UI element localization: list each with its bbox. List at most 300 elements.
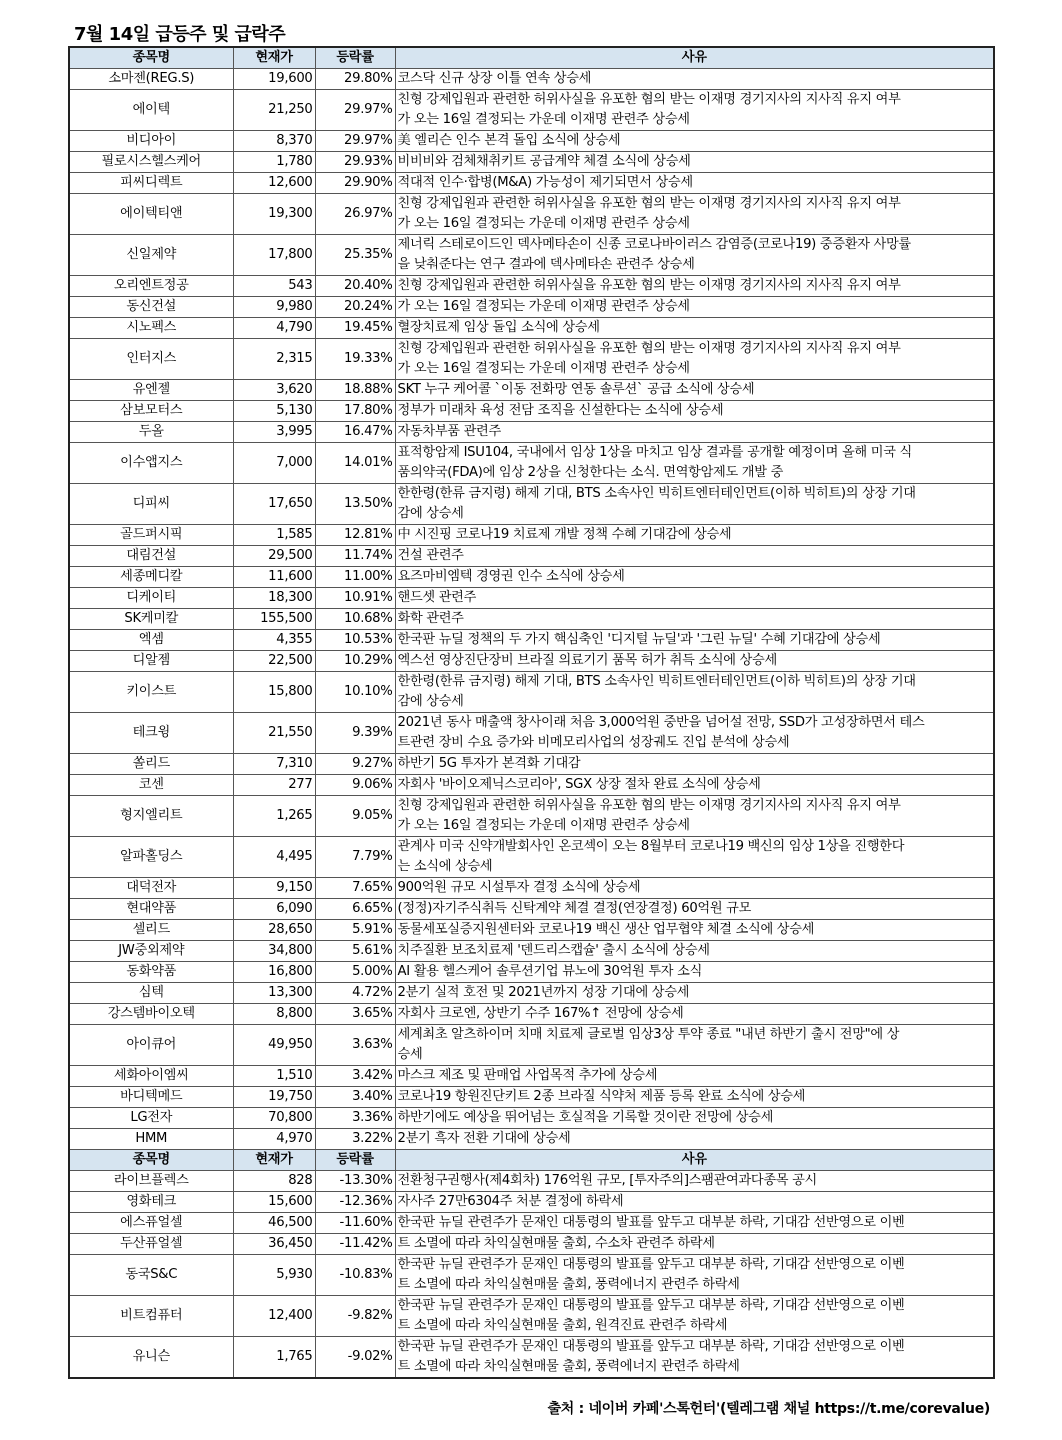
table-row xyxy=(69,194,994,235)
stock-reason xyxy=(395,1004,994,1025)
stock-name: 유니슨 xyxy=(69,1337,233,1379)
stock-change: 20.24% xyxy=(315,297,395,318)
reason-line: 친형 강제입원과 관련한 허위사실을 유포한 혐의 받는 이재명 경기지사의 지사직 유지 여부 xyxy=(397,341,901,356)
table-row xyxy=(69,1171,994,1192)
reason-line: 는 소식에 상승세 xyxy=(397,859,493,874)
stock-price: 1,585 xyxy=(233,525,315,546)
stock-price: 8,370 xyxy=(233,131,315,152)
reason-line: 가 오는 16일 결정되는 가운데 이재명 관련주 상승세 xyxy=(397,361,690,376)
reason-line: 한국판 뉴딜 관련주가 문재인 대통령의 발표를 앞두고 대부분 하락, 기대감 선반영으로 이벤 xyxy=(397,1257,905,1272)
stock-name: 아이큐어 xyxy=(69,1025,233,1066)
table-row xyxy=(69,962,994,983)
table-row xyxy=(69,484,994,525)
stock-price: 6,090 xyxy=(233,899,315,920)
stock-price: 8,800 xyxy=(233,1004,315,1025)
table-row xyxy=(69,131,994,152)
table-row xyxy=(69,567,994,588)
reason-line: 화학 관련주 xyxy=(397,611,464,626)
table-row xyxy=(69,276,994,297)
stock-price: 7,310 xyxy=(233,754,315,775)
stock-price: 36,450 xyxy=(233,1234,315,1255)
stock-name: 디알젬 xyxy=(69,651,233,672)
stock-name: 두올 xyxy=(69,422,233,443)
stock-name: 필로시스헬스케어 xyxy=(69,152,233,173)
stock-name: 세종메디칼 xyxy=(69,567,233,588)
stock-reason xyxy=(395,173,994,194)
header-change: 등락률 xyxy=(315,47,395,69)
page-title: 7월 14일 급등주 및 급락주 xyxy=(74,24,286,45)
stock-change: 19.45% xyxy=(315,318,395,339)
stock-reason xyxy=(395,194,994,235)
reason-line: 트 소멸에 따라 차익실현매물 출회, 풍력에너지 관련주 하락세 xyxy=(397,1359,740,1374)
stock-price: 4,790 xyxy=(233,318,315,339)
table-row xyxy=(69,754,994,775)
stock-change: 3.40% xyxy=(315,1087,395,1108)
stock-change: 10.91% xyxy=(315,588,395,609)
stock-price: 4,355 xyxy=(233,630,315,651)
stock-price: 543 xyxy=(233,276,315,297)
reason-line: 관계사 미국 신약개발회사인 온코섹이 오는 8월부터 코로나19 백신의 임상 1상을 진행한다 xyxy=(397,839,905,854)
reason-line: 2021년 동사 매출액 창사이래 처음 3,000억원 중반을 넘어설 전망, SSD가 고성장하면서 테스 xyxy=(397,715,925,730)
stock-reason xyxy=(395,1129,994,1150)
reason-line: 친형 강제입원과 관련한 허위사실을 유포한 혐의 받는 이재명 경기지사의 지사직 유지 여부 xyxy=(397,92,901,107)
stock-change: 7.65% xyxy=(315,878,395,899)
stock-name: 동화약품 xyxy=(69,962,233,983)
reason-line: 트 소멸에 따라 차익실현매물 출회, 원격진료 관련주 하락세 xyxy=(397,1318,728,1333)
table-row xyxy=(69,1066,994,1087)
stock-reason xyxy=(395,235,994,276)
reason-line: SKT 누구 케어콜 `이동 전화망 연동 솔루션` 공급 소식에 상승세 xyxy=(397,382,755,397)
stock-name: 삼보모터스 xyxy=(69,401,233,422)
stock-name: 소마젠(REG.S) xyxy=(69,69,233,90)
stock-reason xyxy=(395,941,994,962)
table-row xyxy=(69,546,994,567)
table-row xyxy=(69,339,994,380)
gainers-header-row xyxy=(69,47,994,69)
stock-reason xyxy=(395,1192,994,1213)
stock-name: 비디아이 xyxy=(69,131,233,152)
stock-change: 10.29% xyxy=(315,651,395,672)
stock-reason xyxy=(395,1025,994,1066)
stock-change: -10.83% xyxy=(315,1255,395,1296)
reason-line: 승세 xyxy=(397,1047,423,1062)
stock-change: 9.39% xyxy=(315,713,395,754)
stock-reason xyxy=(395,837,994,878)
stock-reason xyxy=(395,651,994,672)
stock-change: -9.82% xyxy=(315,1296,395,1337)
reason-line: 가 오는 16일 결정되는 가운데 이재명 관련주 상승세 xyxy=(397,299,690,314)
reason-line: 자회사 '바이오제닉스코리아', SGX 상장 절차 완료 소식에 상승세 xyxy=(397,777,761,792)
stock-name: 시노펙스 xyxy=(69,318,233,339)
table-row xyxy=(69,713,994,754)
stock-name: 동국S&C xyxy=(69,1255,233,1296)
stock-price: 13,300 xyxy=(233,983,315,1004)
stock-price: 5,930 xyxy=(233,1255,315,1296)
stock-price: 4,495 xyxy=(233,837,315,878)
stock-name: 강스템바이오텍 xyxy=(69,1004,233,1025)
stock-reason xyxy=(395,69,994,90)
reason-line: 트 소멸에 따라 차익실현매물 출회, 수소차 관련주 하락세 xyxy=(397,1236,715,1251)
stock-change: 19.33% xyxy=(315,339,395,380)
losers-header-row xyxy=(69,1150,994,1171)
table-row xyxy=(69,1004,994,1025)
stock-change: 29.80% xyxy=(315,69,395,90)
stock-price: 1,510 xyxy=(233,1066,315,1087)
stock-reason xyxy=(395,630,994,651)
stock-reason xyxy=(395,443,994,484)
stock-name: 영화테크 xyxy=(69,1192,233,1213)
table-row xyxy=(69,899,994,920)
reason-line: 자사주 27만6304주 처분 결정에 하락세 xyxy=(397,1194,624,1209)
table-row xyxy=(69,1213,994,1234)
stock-name: 심텍 xyxy=(69,983,233,1004)
stock-price: 155,500 xyxy=(233,609,315,630)
stock-change: 10.10% xyxy=(315,672,395,713)
stock-price: 12,600 xyxy=(233,173,315,194)
stock-change: -9.02% xyxy=(315,1337,395,1379)
reason-line: 하반기 5G 투자가 본격화 기대감 xyxy=(397,756,581,771)
stock-price: 9,150 xyxy=(233,878,315,899)
header-reason: 사유 xyxy=(395,47,994,69)
stock-price: 17,800 xyxy=(233,235,315,276)
table-row xyxy=(69,651,994,672)
stock-change: 4.72% xyxy=(315,983,395,1004)
stock-reason xyxy=(395,422,994,443)
reason-line: 혈장치료제 임상 돌입 소식에 상승세 xyxy=(397,320,600,335)
stock-reason xyxy=(395,672,994,713)
reason-line: 가 오는 16일 결정되는 가운데 이재명 관련주 상승세 xyxy=(397,818,690,833)
stock-reason xyxy=(395,546,994,567)
stock-reason xyxy=(395,1337,994,1379)
stock-reason xyxy=(395,1213,994,1234)
stock-change: 9.05% xyxy=(315,796,395,837)
stock-name: 에이텍티앤 xyxy=(69,194,233,235)
stock-reason xyxy=(395,962,994,983)
reason-line: 하반기에도 예상을 뛰어넘는 호실적을 기록할 것이란 전망에 상승세 xyxy=(397,1110,774,1125)
table-row xyxy=(69,422,994,443)
header-reason: 사유 xyxy=(395,1150,994,1171)
table-row xyxy=(69,525,994,546)
stock-reason xyxy=(395,775,994,796)
reason-line: 치주질환 보조치료제 '덴드리스캡슐' 출시 소식에 상승세 xyxy=(397,943,710,958)
stock-price: 34,800 xyxy=(233,941,315,962)
reason-line: 한국판 뉴딜 정책의 두 가지 핵심축인 '디지털 뉴딜'과 '그린 뉴딜' 수혜 기대감에 상승세 xyxy=(397,632,881,647)
stock-price: 16,800 xyxy=(233,962,315,983)
stock-reason xyxy=(395,1296,994,1337)
reason-line: 친형 강제입원과 관련한 허위사실을 유포한 혐의 받는 이재명 경기지사의 지사직 유지 여부 xyxy=(397,798,901,813)
table-row xyxy=(69,878,994,899)
stock-reason xyxy=(395,297,994,318)
stock-price: 1,780 xyxy=(233,152,315,173)
stock-change: 7.79% xyxy=(315,837,395,878)
stock-price: 19,750 xyxy=(233,1087,315,1108)
stock-name: 엑셈 xyxy=(69,630,233,651)
table-row xyxy=(69,69,994,90)
stock-change: 3.63% xyxy=(315,1025,395,1066)
stock-reason xyxy=(395,878,994,899)
reason-line: 2분기 실적 호전 및 2021년까지 성장 기대에 상승세 xyxy=(397,985,690,1000)
stock-change: 26.97% xyxy=(315,194,395,235)
stock-name: 유엔젤 xyxy=(69,380,233,401)
reason-line: 표적항암제 ISU104, 국내에서 임상 1상을 마치고 임상 결과를 공개할 예정이며 올해 미국 식 xyxy=(397,445,912,460)
table-row xyxy=(69,672,994,713)
stock-change: -11.60% xyxy=(315,1213,395,1234)
stock-reason xyxy=(395,339,994,380)
stock-change: 20.40% xyxy=(315,276,395,297)
table-row xyxy=(69,1087,994,1108)
stock-name: 라이브플렉스 xyxy=(69,1171,233,1192)
reason-line: 한국판 뉴딜 관련주가 문재인 대통령의 발표를 앞두고 대부분 하락, 기대감 선반영으로 이벤 xyxy=(397,1215,905,1230)
reason-line: 비비비와 검체채취키트 공급계약 체결 소식에 상승세 xyxy=(397,154,691,169)
stock-price: 19,300 xyxy=(233,194,315,235)
stock-name: 대림건설 xyxy=(69,546,233,567)
stock-price: 15,800 xyxy=(233,672,315,713)
stock-price: 3,620 xyxy=(233,380,315,401)
stock-name: 현대약품 xyxy=(69,899,233,920)
reason-line: 한한령(한류 금지령) 해제 기대, BTS 소속사인 빅히트엔터테인먼트(이하 빅히트)의 상장 기대 xyxy=(397,486,916,501)
header-price: 현재가 xyxy=(233,1150,315,1171)
stock-reason xyxy=(395,1087,994,1108)
stock-price: 4,970 xyxy=(233,1129,315,1150)
stock-price: 5,130 xyxy=(233,401,315,422)
stock-change: 11.00% xyxy=(315,567,395,588)
stock-price: 18,300 xyxy=(233,588,315,609)
stock-price: 828 xyxy=(233,1171,315,1192)
reason-line: 한국판 뉴딜 관련주가 문재인 대통령의 발표를 앞두고 대부분 하락, 기대감 선반영으로 이벤 xyxy=(397,1298,905,1313)
table-row xyxy=(69,173,994,194)
reason-line: 건설 관련주 xyxy=(397,548,464,563)
stock-change: 14.01% xyxy=(315,443,395,484)
stock-price: 12,400 xyxy=(233,1296,315,1337)
reason-line: 900억원 규모 시설투자 결정 소식에 상승세 xyxy=(397,880,641,895)
table-row xyxy=(69,90,994,131)
stock-reason xyxy=(395,920,994,941)
stock-price: 3,995 xyxy=(233,422,315,443)
table-row xyxy=(69,235,994,276)
stock-change: 6.65% xyxy=(315,899,395,920)
stock-reason xyxy=(395,484,994,525)
table-row xyxy=(69,1129,994,1150)
stock-change: 11.74% xyxy=(315,546,395,567)
stock-name: 셀리드 xyxy=(69,920,233,941)
stock-name: 두산퓨얼셀 xyxy=(69,1234,233,1255)
stock-change: 5.91% xyxy=(315,920,395,941)
table-row xyxy=(69,1255,994,1296)
table-row xyxy=(69,983,994,1004)
stock-reason xyxy=(395,1108,994,1129)
table-row xyxy=(69,1192,994,1213)
stock-name: 키이스트 xyxy=(69,672,233,713)
table-row xyxy=(69,609,994,630)
reason-line: 가 오는 16일 결정되는 가운데 이재명 관련주 상승세 xyxy=(397,216,690,231)
reason-line: 세계최초 알츠하이머 치매 치료제 글로벌 임상3상 투약 종료 "내년 하반기 출시 전망"에 상 xyxy=(397,1027,900,1042)
reason-line: 제너릭 스테로이드인 덱사메타손이 신종 코로나바이러스 감염증(코로나19) 중증환자 사망률 xyxy=(397,237,911,252)
stock-reason xyxy=(395,713,994,754)
stock-reason xyxy=(395,796,994,837)
reason-line: 전환청구권행사(제4회차) 176억원 규모, [투자주의]스팸관여과다종목 공시 xyxy=(397,1173,817,1188)
stock-name: 에스퓨얼셀 xyxy=(69,1213,233,1234)
reason-line: 친형 강제입원과 관련한 허위사실을 유포한 혐의 받는 이재명 경기지사의 지사직 유지 여부 xyxy=(397,278,901,293)
stock-change: 17.80% xyxy=(315,401,395,422)
table-row xyxy=(69,920,994,941)
stock-reason xyxy=(395,1255,994,1296)
stock-change: 12.81% xyxy=(315,525,395,546)
reason-line: AI 활용 헬스케어 솔루션기업 뷰노에 30억원 투자 소식 xyxy=(397,964,703,979)
stock-change: 3.36% xyxy=(315,1108,395,1129)
stock-price: 1,765 xyxy=(233,1337,315,1379)
stock-change: 13.50% xyxy=(315,484,395,525)
table-row xyxy=(69,1234,994,1255)
stock-price: 19,600 xyxy=(233,69,315,90)
stock-name: 쏠리드 xyxy=(69,754,233,775)
stock-reason xyxy=(395,90,994,131)
stock-change: 3.22% xyxy=(315,1129,395,1150)
stock-table xyxy=(68,46,995,1379)
stock-price: 277 xyxy=(233,775,315,796)
stock-name: 에이텍 xyxy=(69,90,233,131)
reason-line: 2분기 흑자 전환 기대에 상승세 xyxy=(397,1131,571,1146)
table-row xyxy=(69,1337,994,1379)
stock-price: 9,980 xyxy=(233,297,315,318)
stock-price: 1,265 xyxy=(233,796,315,837)
table-row xyxy=(69,1108,994,1129)
table-row xyxy=(69,401,994,422)
stock-change: 10.53% xyxy=(315,630,395,651)
reason-line: 감에 상승세 xyxy=(397,506,464,521)
stock-price: 15,600 xyxy=(233,1192,315,1213)
table-row xyxy=(69,318,994,339)
table-row xyxy=(69,297,994,318)
header-change: 등락률 xyxy=(315,1150,395,1171)
stock-reason xyxy=(395,1171,994,1192)
stock-table-body xyxy=(69,47,994,1378)
stock-change: 25.35% xyxy=(315,235,395,276)
stock-name: 형지엘리트 xyxy=(69,796,233,837)
stock-name: 이수앱지스 xyxy=(69,443,233,484)
stock-reason xyxy=(395,380,994,401)
stock-price: 70,800 xyxy=(233,1108,315,1129)
stock-reason xyxy=(395,588,994,609)
stock-change: 3.65% xyxy=(315,1004,395,1025)
stock-reason xyxy=(395,525,994,546)
stock-price: 11,600 xyxy=(233,567,315,588)
stock-change: 29.97% xyxy=(315,131,395,152)
stock-name: 디케이티 xyxy=(69,588,233,609)
table-row xyxy=(69,152,994,173)
stock-change: 10.68% xyxy=(315,609,395,630)
table-row xyxy=(69,1296,994,1337)
reason-line: 정부가 미래차 육성 전담 조직을 신설한다는 소식에 상승세 xyxy=(397,403,724,418)
reason-line: 감에 상승세 xyxy=(397,694,464,709)
stock-reason xyxy=(395,567,994,588)
reason-line: 한한령(한류 금지령) 해제 기대, BTS 소속사인 빅히트엔터테인먼트(이하 빅히트)의 상장 기대 xyxy=(397,674,916,689)
table-row xyxy=(69,1025,994,1066)
stock-reason xyxy=(395,1234,994,1255)
stock-name: 테크윙 xyxy=(69,713,233,754)
stock-reason xyxy=(395,899,994,920)
reason-line: 트관련 장비 수요 증가와 비메모리사업의 성장궤도 진입 분석에 상승세 xyxy=(397,735,790,750)
stock-price: 17,650 xyxy=(233,484,315,525)
stock-name: 코센 xyxy=(69,775,233,796)
stock-change: 9.27% xyxy=(315,754,395,775)
reason-line: 자동차부품 관련주 xyxy=(397,424,501,439)
stock-change: -11.42% xyxy=(315,1234,395,1255)
header-name: 종목명 xyxy=(69,1150,233,1171)
reason-line: 中 시진핑 코로나19 치료제 개발 정책 수혜 기대감에 상승세 xyxy=(397,527,732,542)
stock-name: 피씨디렉트 xyxy=(69,173,233,194)
stock-price: 49,950 xyxy=(233,1025,315,1066)
reason-line: 코로나19 항원진단키트 2종 브라질 식약처 제품 등록 완료 소식에 상승세 xyxy=(397,1089,806,1104)
reason-line: 엑스선 영상진단장비 브라질 의료기기 품목 허가 취득 소식에 상승세 xyxy=(397,653,777,668)
reason-line: 트 소멸에 따라 차익실현매물 출회, 풍력에너지 관련주 하락세 xyxy=(397,1277,740,1292)
reason-line: 적대적 인수·합병(M&A) 가능성이 제기되면서 상승세 xyxy=(397,175,693,190)
stock-change: 16.47% xyxy=(315,422,395,443)
stock-change: 3.42% xyxy=(315,1066,395,1087)
stock-price: 28,650 xyxy=(233,920,315,941)
stock-reason xyxy=(395,131,994,152)
stock-name: SK케미칼 xyxy=(69,609,233,630)
reason-line: 요즈마비엠텍 경영권 인수 소식에 상승세 xyxy=(397,569,625,584)
stock-name: 비트컴퓨터 xyxy=(69,1296,233,1337)
reason-line: 핸드셋 관련주 xyxy=(397,590,477,605)
stock-name: HMM xyxy=(69,1129,233,1150)
stock-price: 46,500 xyxy=(233,1213,315,1234)
table-row xyxy=(69,837,994,878)
stock-name: 세화아이엠씨 xyxy=(69,1066,233,1087)
stock-reason xyxy=(395,983,994,1004)
reason-line: 美 엘리슨 인수 본격 돌입 소식에 상승세 xyxy=(397,133,621,148)
stock-name: 골드퍼시픽 xyxy=(69,525,233,546)
reason-line: (정정)자기주식취득 신탁계약 체결 결정(연장결정) 60억원 규모 xyxy=(397,901,752,916)
stock-price: 21,550 xyxy=(233,713,315,754)
stock-reason xyxy=(395,318,994,339)
stock-name: 알파홀딩스 xyxy=(69,837,233,878)
reason-line: 코스닥 신규 상장 이틀 연속 상승세 xyxy=(397,71,592,86)
reason-line: 가 오는 16일 결정되는 가운데 이재명 관련주 상승세 xyxy=(397,112,690,127)
reason-line: 한국판 뉴딜 관련주가 문재인 대통령의 발표를 앞두고 대부분 하락, 기대감 선반영으로 이벤 xyxy=(397,1339,905,1354)
table-row xyxy=(69,588,994,609)
table-row xyxy=(69,380,994,401)
header-price: 현재가 xyxy=(233,47,315,69)
stock-name: JW중외제약 xyxy=(69,941,233,962)
stock-change: -13.30% xyxy=(315,1171,395,1192)
stock-change: 5.00% xyxy=(315,962,395,983)
reason-line: 을 낮춰준다는 연구 결과에 덱사메타손 관련주 상승세 xyxy=(397,257,695,272)
stock-name: 신일제약 xyxy=(69,235,233,276)
reason-line: 마스크 제조 및 판매업 사업목적 추가에 상승세 xyxy=(397,1068,658,1083)
source-note: 출처 : 네이버 카페'스톡헌터'(텔레그램 채널 https://t.me/corevalue) xyxy=(547,1401,990,1417)
table-row xyxy=(69,775,994,796)
stock-reason xyxy=(395,401,994,422)
reason-line: 동물세포실증지원센터와 코로나19 백신 생산 업무협약 체결 소식에 상승세 xyxy=(397,922,815,937)
stock-price: 21,250 xyxy=(233,90,315,131)
stock-reason xyxy=(395,276,994,297)
stock-price: 2,315 xyxy=(233,339,315,380)
stock-reason xyxy=(395,754,994,775)
header-name: 종목명 xyxy=(69,47,233,69)
table-row xyxy=(69,796,994,837)
stock-change: 29.93% xyxy=(315,152,395,173)
stock-change: 5.61% xyxy=(315,941,395,962)
stock-name: 오리엔트정공 xyxy=(69,276,233,297)
table-row xyxy=(69,941,994,962)
reason-line: 친형 강제입원과 관련한 허위사실을 유포한 혐의 받는 이재명 경기지사의 지사직 유지 여부 xyxy=(397,196,901,211)
reason-line: 자회사 크로엔, 상반기 수주 167%↑ 전망에 상승세 xyxy=(397,1006,684,1021)
stock-name: 동신건설 xyxy=(69,297,233,318)
stock-change: 29.97% xyxy=(315,90,395,131)
table-row xyxy=(69,443,994,484)
stock-name: 바디텍메드 xyxy=(69,1087,233,1108)
